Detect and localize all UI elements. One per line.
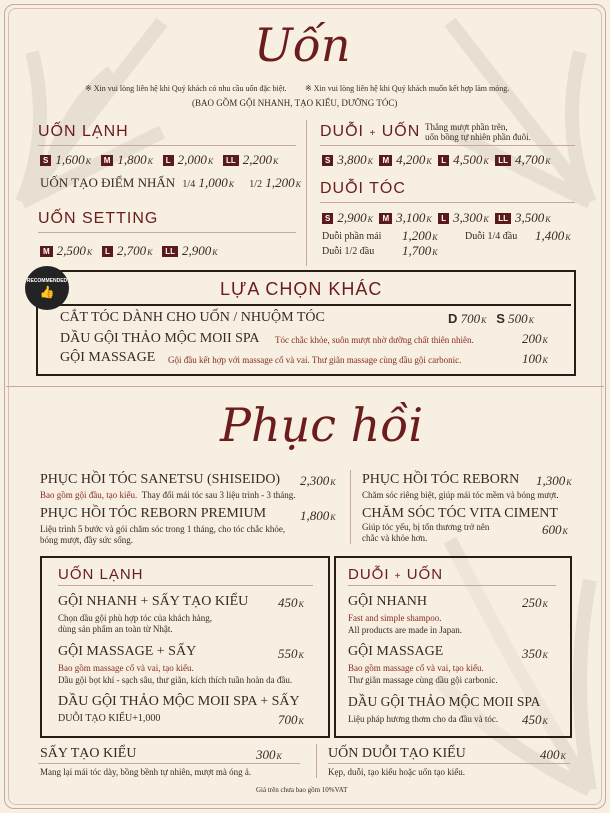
reborn-desc: Chăm sóc riêng biệt, giúp mái tóc mềm và bóng mượt.: [362, 490, 559, 500]
uon-duoi-tao-kieu-label: UỐN DUỖI TẠO KIỂU: [328, 746, 466, 761]
goi-massage-say-label: GỘI MASSAGE + SẤY: [58, 644, 197, 659]
palm-leaf-decoration-right: [430, 12, 600, 212]
goi-massage-say-desc-red: Bao gồm massage cổ và vai, tạo kiểu.: [58, 663, 194, 673]
uon-lanh-heading: UỐN LẠNH: [38, 123, 129, 140]
box2-goi-massage-price: [522, 646, 548, 662]
k-unit: K: [426, 215, 432, 224]
price: 1,700: [402, 243, 432, 258]
box2-goi-nhanh-price: [522, 595, 548, 611]
reborn-premium-label: PHỤC HỒI TÓC REBORN PREMIUM: [40, 506, 267, 521]
uon-word: UỐN: [381, 123, 421, 140]
k-unit: K: [432, 233, 438, 242]
price: 1,600: [55, 152, 85, 167]
goi-massage-price: [522, 351, 548, 367]
price: 100: [522, 351, 542, 366]
say-tao-kieu-price: [256, 747, 282, 763]
reborn-label: PHỤC HỒI TÓC REBORN: [362, 472, 520, 487]
say-tao-kieu-desc: Mang lại mái tóc dày, bồng bềnh tự nhiên, mượt mà óng ả.: [40, 767, 252, 777]
size-badge: M: [379, 213, 392, 224]
k-unit: K: [542, 336, 548, 345]
box-uon-lanh-heading: UỐN LẠNH: [58, 566, 144, 583]
price: 200: [522, 331, 542, 346]
box2-moii-price: [522, 712, 548, 728]
section-divider: [6, 386, 604, 387]
duoi-uon-desc-1: Thẳng mượt phần trên,: [425, 122, 508, 132]
moii-say-price: [278, 712, 304, 728]
price: 1,300: [536, 473, 566, 488]
sanetsu-desc-text: Thay đổi mái tóc sau 3 liệu trình - 3 tháng.: [141, 490, 296, 500]
k-unit: K: [207, 157, 214, 166]
price: 600: [542, 522, 562, 537]
goi-massage-say-price: [278, 646, 304, 662]
reborn-premium-desc-1: Liệu trình 5 bước và gói chăm sóc trong 1 tháng, cho tóc chắc khỏe,: [40, 524, 286, 534]
duoi-half-label: Duỗi 1/2 đầu: [322, 246, 375, 257]
duoi-uon-price-row: [322, 152, 551, 168]
uon-duoi-tao-kieu-desc: Kẹp, duỗi, tạo kiểu hoặc uốn tạo kiểu.: [328, 767, 465, 777]
size-badge: LL: [495, 213, 511, 224]
price: 2,200: [242, 152, 272, 167]
price: 1,800: [300, 508, 330, 523]
k-unit: K: [426, 157, 432, 166]
price: 4,700: [514, 152, 545, 167]
duoi-word: DUỖI: [320, 123, 364, 140]
size-badge: LL: [495, 155, 511, 166]
k-unit: K: [542, 717, 548, 726]
price: 700: [460, 311, 481, 326]
recommended-badge: [25, 266, 69, 310]
note-includes: (BAO GỒM GỘI NHANH, TẠO KIỂU, DƯỠNG TÓC): [192, 98, 398, 108]
box2-moii-desc: Liệu pháp hương thơm cho da đầu và tóc.: [348, 714, 499, 724]
price: 3,100: [396, 210, 426, 225]
duoi-toc-heading: DUỖI TÓC: [320, 180, 406, 197]
size-badge: S: [322, 213, 333, 224]
k-unit: K: [295, 180, 301, 189]
lua-chon-khac-heading: LỰA CHỌN KHÁC: [220, 279, 383, 299]
vita-desc-2: chắc và khỏe hơn.: [362, 533, 428, 543]
size-badge: L: [438, 213, 449, 224]
size-badge: M: [101, 155, 114, 166]
sanetsu-label: PHỤC HỒI TÓC SANETSU (SHISEIDO): [40, 472, 281, 487]
dau-goi-moii-desc: Tóc chắc khỏe, suôn mượt nhờ dưỡng chất thiên nhiên.: [275, 335, 474, 345]
goi-nhanh-say-label: GỘI NHANH + SẤY TẠO KIỂU: [58, 594, 249, 609]
k-unit: K: [560, 752, 566, 761]
quarter-label: 1/4: [182, 179, 196, 190]
k-unit: K: [566, 478, 572, 487]
goi-massage-say-desc: Dầu gội bọt khí - sạch sâu, thư giãn, kích thích tuần hoàn da đầu.: [58, 675, 293, 685]
diem-nhan-label: UỐN TẠO ĐIỂM NHẤN: [40, 175, 176, 190]
k-unit: K: [542, 651, 548, 660]
k-unit: K: [545, 157, 551, 166]
price: 1,800: [117, 152, 147, 167]
price: 550: [278, 646, 298, 661]
reborn-price: [536, 473, 572, 489]
k-unit: K: [367, 215, 373, 224]
price: 4,200: [396, 152, 426, 167]
goi-massage-label: GỘI MASSAGE: [60, 350, 156, 365]
price: 350: [522, 646, 542, 661]
k-unit: K: [298, 651, 304, 660]
reborn-premium-price: [300, 508, 336, 524]
price: 4,500: [453, 152, 483, 167]
diem-nhan-row: [40, 175, 301, 191]
section-title-uon: Uốn: [254, 18, 351, 72]
k-unit: K: [276, 752, 282, 761]
dau-goi-moii-label: DẦU GỘI THẢO MỘC MOII SPA: [60, 331, 260, 346]
k-unit: K: [330, 478, 336, 487]
sanetsu-desc: [40, 490, 295, 500]
thumbs-up-icon: 👍: [39, 285, 55, 299]
size-s: S: [496, 311, 505, 326]
k-unit: K: [147, 248, 153, 257]
price: 2,500: [56, 243, 86, 258]
recommended-text: RECOMMENDED: [26, 278, 68, 284]
duoi-toc-price-row: [322, 210, 551, 226]
goi-nhanh-say-price: [278, 595, 304, 611]
price: 1,200: [402, 228, 432, 243]
k-unit: K: [272, 157, 279, 166]
moii-say-sub: DUỖI TẠO KIỂU+1,000: [58, 713, 161, 724]
price: 400: [540, 747, 560, 762]
duoi-quarter-label: Duỗi 1/4 đầu: [465, 231, 518, 242]
price: 700: [278, 712, 298, 727]
cat-toc-label: CẮT TÓC DÀNH CHO UỐN / NHUỘM TÓC: [60, 310, 325, 325]
size-badge: L: [102, 246, 113, 257]
price: 1,400: [535, 228, 565, 243]
box2-goi-massage-desc-red: Bao gồm massage cổ và vai, tạo kiểu.: [348, 663, 484, 673]
k-unit: K: [86, 248, 93, 257]
k-unit: K: [483, 157, 489, 166]
price: 500: [508, 311, 528, 326]
sanetsu-price: [300, 473, 336, 489]
size-badge: S: [40, 155, 51, 166]
box2-goi-nhanh-label: GỘI NHANH: [348, 594, 427, 609]
k-unit: K: [432, 248, 438, 257]
column-divider-2: [350, 470, 351, 544]
uon-word: UỐN: [406, 566, 444, 583]
duoi-word: DUỖI: [348, 566, 390, 583]
k-unit: K: [212, 248, 218, 257]
size-badge: S: [322, 155, 333, 166]
price: 2,900: [182, 243, 212, 258]
price: 2,000: [177, 152, 207, 167]
price: 2,900: [337, 210, 367, 225]
reborn-premium-desc-2: bóng mượt, đầy sức sống.: [40, 535, 134, 545]
price: 3,800: [337, 152, 367, 167]
duoi-uon-heading: [320, 123, 420, 141]
cat-toc-prices: [448, 311, 534, 327]
box2-goi-massage-label: GỘI MASSAGE: [348, 644, 444, 659]
k-unit: K: [545, 215, 551, 224]
uon-lanh-price-row: [40, 152, 278, 168]
quarter-price: 1,000: [198, 175, 228, 190]
k-unit: K: [228, 180, 235, 189]
box-duoi-uon-heading: [348, 566, 443, 583]
size-d: D: [448, 311, 458, 326]
vita-price: [542, 522, 568, 538]
size-badge: M: [379, 155, 392, 166]
goi-massage-desc: Gội đầu kết hợp với massage cổ và vai. Thư giãn massage cùng dầu gội carbonic.: [168, 355, 462, 365]
box2-moii-label: DẦU GỘI THẢO MỘC MOII SPA: [348, 694, 541, 709]
say-tao-kieu-label: SẤY TẠO KIỂU: [40, 746, 137, 761]
dau-goi-moii-price: [522, 331, 548, 347]
sanetsu-desc-red: Bao gồm gội đầu, tạo kiểu.: [40, 490, 138, 500]
k-unit: K: [528, 316, 534, 325]
size-badge: LL: [162, 246, 178, 257]
k-unit: K: [367, 157, 373, 166]
vita-desc-1: Giúp tóc yếu, bị tổn thương trở nên: [362, 522, 490, 532]
k-unit: K: [85, 157, 91, 166]
price: 450: [278, 595, 298, 610]
duoi-phan-mai-label: Duỗi phần mái: [322, 231, 382, 242]
goi-nhanh-say-desc-1: Chọn dầu gội phù hợp tóc của khách hàng,: [58, 613, 212, 623]
k-unit: K: [565, 233, 571, 242]
moii-say-label: DẦU GỘI THẢO MỘC MOII SPA + SẤY: [58, 694, 300, 709]
size-badge: L: [438, 155, 449, 166]
price: 2,300: [300, 473, 330, 488]
price: 3,300: [453, 210, 483, 225]
duoi-quarter-price: [535, 228, 571, 244]
k-unit: K: [542, 600, 548, 609]
box2-goi-nhanh-desc: All products are made in Japan.: [348, 625, 462, 635]
price: 3,500: [514, 210, 545, 225]
uon-setting-price-row: [40, 243, 218, 259]
plus-sign: +: [369, 128, 377, 139]
goi-nhanh-say-desc-2: dùng sản phẩm an toàn từ Nhật.: [58, 624, 173, 634]
uon-setting-heading: UỐN SETTING: [38, 210, 159, 227]
note-nail-combo: ※ Xin vui lòng liên hệ khi Quý khách muốn kết hợp làm móng.: [305, 84, 510, 93]
box2-goi-nhanh-desc-red: Fast and simple shampoo.: [348, 613, 442, 623]
section-title-phuc-hoi: Phục hồi: [220, 398, 424, 452]
size-badge: M: [40, 246, 53, 257]
column-divider: [306, 120, 307, 266]
note-special-perm: ※ Xin vui lòng liên hệ khi Quý khách có nhu cầu uốn đặc biệt.: [85, 84, 287, 93]
half-price: 1,200: [265, 175, 295, 190]
vita-label: CHĂM SÓC TÓC VITA CIMENT: [362, 506, 558, 521]
box2-goi-massage-desc: Thư giãn massage cùng dầu gội carbonic.: [348, 675, 498, 685]
plus-sign: +: [394, 571, 402, 582]
k-unit: K: [330, 513, 336, 522]
duoi-phan-mai-price: [402, 228, 438, 244]
k-unit: K: [298, 717, 304, 726]
column-divider-3: [316, 744, 317, 778]
half-label: 1/2: [249, 179, 263, 190]
k-unit: K: [562, 527, 568, 536]
k-unit: K: [542, 356, 548, 365]
k-unit: K: [147, 157, 153, 166]
size-badge: LL: [223, 155, 239, 166]
vat-footer: Giá trên chưa bao gồm 10%VAT: [256, 786, 348, 794]
size-badge: L: [163, 155, 174, 166]
k-unit: K: [483, 215, 489, 224]
uon-duoi-tao-kieu-price: [540, 747, 566, 763]
price: 450: [522, 712, 542, 727]
k-unit: K: [481, 316, 487, 325]
duoi-uon-desc-2: uốn bồng tự nhiên phần đuôi.: [425, 132, 531, 142]
price: 250: [522, 595, 542, 610]
duoi-half-price: [402, 243, 438, 259]
k-unit: K: [298, 600, 304, 609]
price: 300: [256, 747, 276, 762]
price: 2,700: [116, 243, 147, 258]
